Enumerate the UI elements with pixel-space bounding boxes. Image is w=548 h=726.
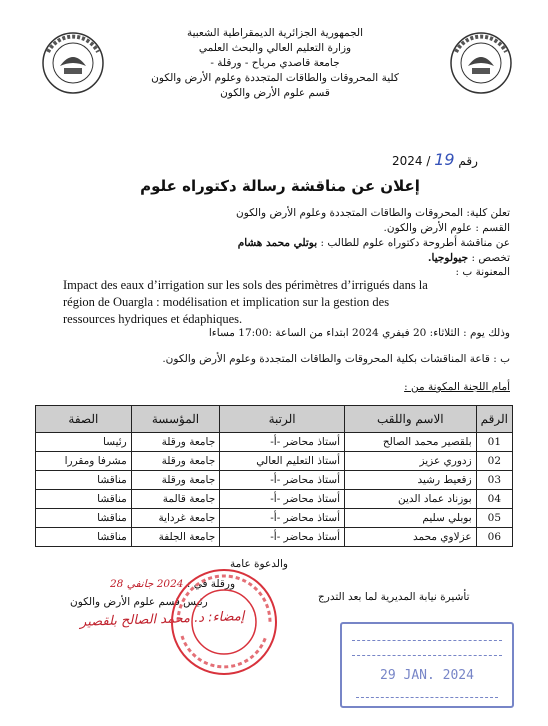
cell-number: 02 xyxy=(476,452,512,471)
place-date-label: ورقلة في : xyxy=(186,578,236,590)
cell-role: مناقشا xyxy=(36,490,132,509)
defense-date: وذلك يوم : الثلاثاء: 20 فيفري 2024 ابتداء من الساعة :17:00 مساءا xyxy=(208,327,510,339)
cell-role: مناقشا xyxy=(36,528,132,547)
cell-institution: جامعة الجلفة xyxy=(131,528,220,547)
cell-name: بلقصير محمد الصالح xyxy=(345,433,477,452)
header-department: قسم علوم الأرض والكون xyxy=(220,87,330,99)
cell-rank: أستاذ محاضر -أ- xyxy=(220,490,345,509)
header-republic: الجمهورية الجزائرية الديمقراطية الشعبية xyxy=(186,27,364,39)
cell-number: 04 xyxy=(476,490,512,509)
cell-role: مناقشا xyxy=(36,509,132,528)
reference-year: 2024 xyxy=(392,154,423,168)
col-name: الاسم واللقب xyxy=(345,406,477,433)
specialty-value: جيولوجيا. xyxy=(427,252,469,264)
cell-institution: جامعة ورقلة xyxy=(131,433,220,452)
cell-name: عزلاوي محمد xyxy=(345,528,477,547)
cell-number: 06 xyxy=(476,528,512,547)
cell-rank: أستاذ محاضر -أ- xyxy=(220,471,345,490)
handwritten-date: 2024 جانفي 28 xyxy=(110,578,184,590)
col-institution: المؤسسة xyxy=(131,406,220,433)
cell-name: زدوري عزيز xyxy=(345,452,477,471)
university-logo-right xyxy=(448,30,514,96)
table-row xyxy=(36,471,513,490)
department-line: القسم : علوم الأرض والكون. xyxy=(383,222,510,234)
department-stamp xyxy=(168,566,280,678)
header-faculty: كلية المحروقات والطاقات المتجددة وعلوم الأرض والكون xyxy=(151,72,399,84)
cell-institution: جامعة قالمة xyxy=(131,490,220,509)
table-row xyxy=(36,528,513,547)
col-number: الرقم xyxy=(476,406,512,433)
signature: إمضاء: د. محمد الصالح بلقصير xyxy=(79,609,245,630)
cell-role: مشرفا ومقررا xyxy=(36,452,132,471)
jury-table xyxy=(35,405,513,547)
defense-venue: ب : قاعة المناقشات بكلية المحروقات والطاقات المتجددة وعلوم الأرض والكون. xyxy=(162,353,510,365)
cell-number: 01 xyxy=(476,433,512,452)
postgrad-visa: تأشيرة نيابة المديرية لما بعد التدرج xyxy=(318,591,470,603)
col-role: الصفة xyxy=(36,406,132,433)
cell-institution: جامعة ورقلة xyxy=(131,471,220,490)
cell-name: بوزناد عماد الدين xyxy=(345,490,477,509)
header-ministry: وزارة التعليم العالي والبحث العلمي xyxy=(198,42,352,54)
cell-rank: أستاذ محاضر -أ- xyxy=(220,528,345,547)
specialty-label: تخصص : xyxy=(471,252,510,264)
table-row xyxy=(36,509,513,528)
titled-label: المعنونة ب : xyxy=(455,266,510,278)
cell-rank: أستاذ محاضر -أ- xyxy=(220,433,345,452)
jury-intro: أمام اللجنة المكونة من : xyxy=(404,381,510,393)
cell-number: 05 xyxy=(476,509,512,528)
reference-number: 2024 / 19 رقم xyxy=(392,150,478,169)
university-logo-left xyxy=(40,30,106,96)
postgrad-stamp xyxy=(340,622,514,708)
invitation-text: والدعوة عامة xyxy=(230,558,288,570)
cell-role: رئيسا xyxy=(36,433,132,452)
stamp-date: 29 JAN. 2024 xyxy=(380,668,474,683)
student-label: عن مناقشة أطروحة دكتوراه علوم للطالب : xyxy=(320,237,510,249)
page-title: إعلان عن مناقشة رسالة دكتوراه علوم xyxy=(140,177,420,195)
faculty-announcement: تعلن كلية: المحروقات والطاقات المتجددة وعلوم الأرض والكون xyxy=(235,207,510,219)
cell-role: مناقشا xyxy=(36,471,132,490)
reference-label: رقم xyxy=(458,154,478,168)
student-name: بوتلي محمد هشام xyxy=(237,237,318,249)
cell-rank: أستاذ التعليم العالي xyxy=(220,452,345,471)
student-line xyxy=(238,237,510,249)
jury-table-header xyxy=(36,406,513,433)
cell-institution: جامعة ورقلة xyxy=(131,452,220,471)
department-head: رئيس قسم علوم الأرض والكون xyxy=(70,596,208,608)
cell-institution: جامعة غرداية xyxy=(131,509,220,528)
header-university: جامعة قاصدي مرباح - ورقلة - xyxy=(210,57,340,69)
thesis-title: Impact des eaux d’irrigation sur les sols des périmètres d’irrigués dans la région de Ouargla : modélisation et implication sur la gestion des ressources hydriques et édaphiques. xyxy=(63,278,428,326)
table-row xyxy=(36,490,513,509)
cell-rank: أستاذ محاضر -أ- xyxy=(220,509,345,528)
cell-number: 03 xyxy=(476,471,512,490)
letterhead xyxy=(120,26,430,101)
cell-name: بوبلي سليم xyxy=(345,509,477,528)
reference-handwritten: 19 xyxy=(434,150,455,169)
table-row xyxy=(36,433,513,452)
table-row xyxy=(36,452,513,471)
specialty-line xyxy=(428,252,510,264)
col-rank: الرتبة xyxy=(220,406,345,433)
cell-name: زقعيط رشيد xyxy=(345,471,477,490)
